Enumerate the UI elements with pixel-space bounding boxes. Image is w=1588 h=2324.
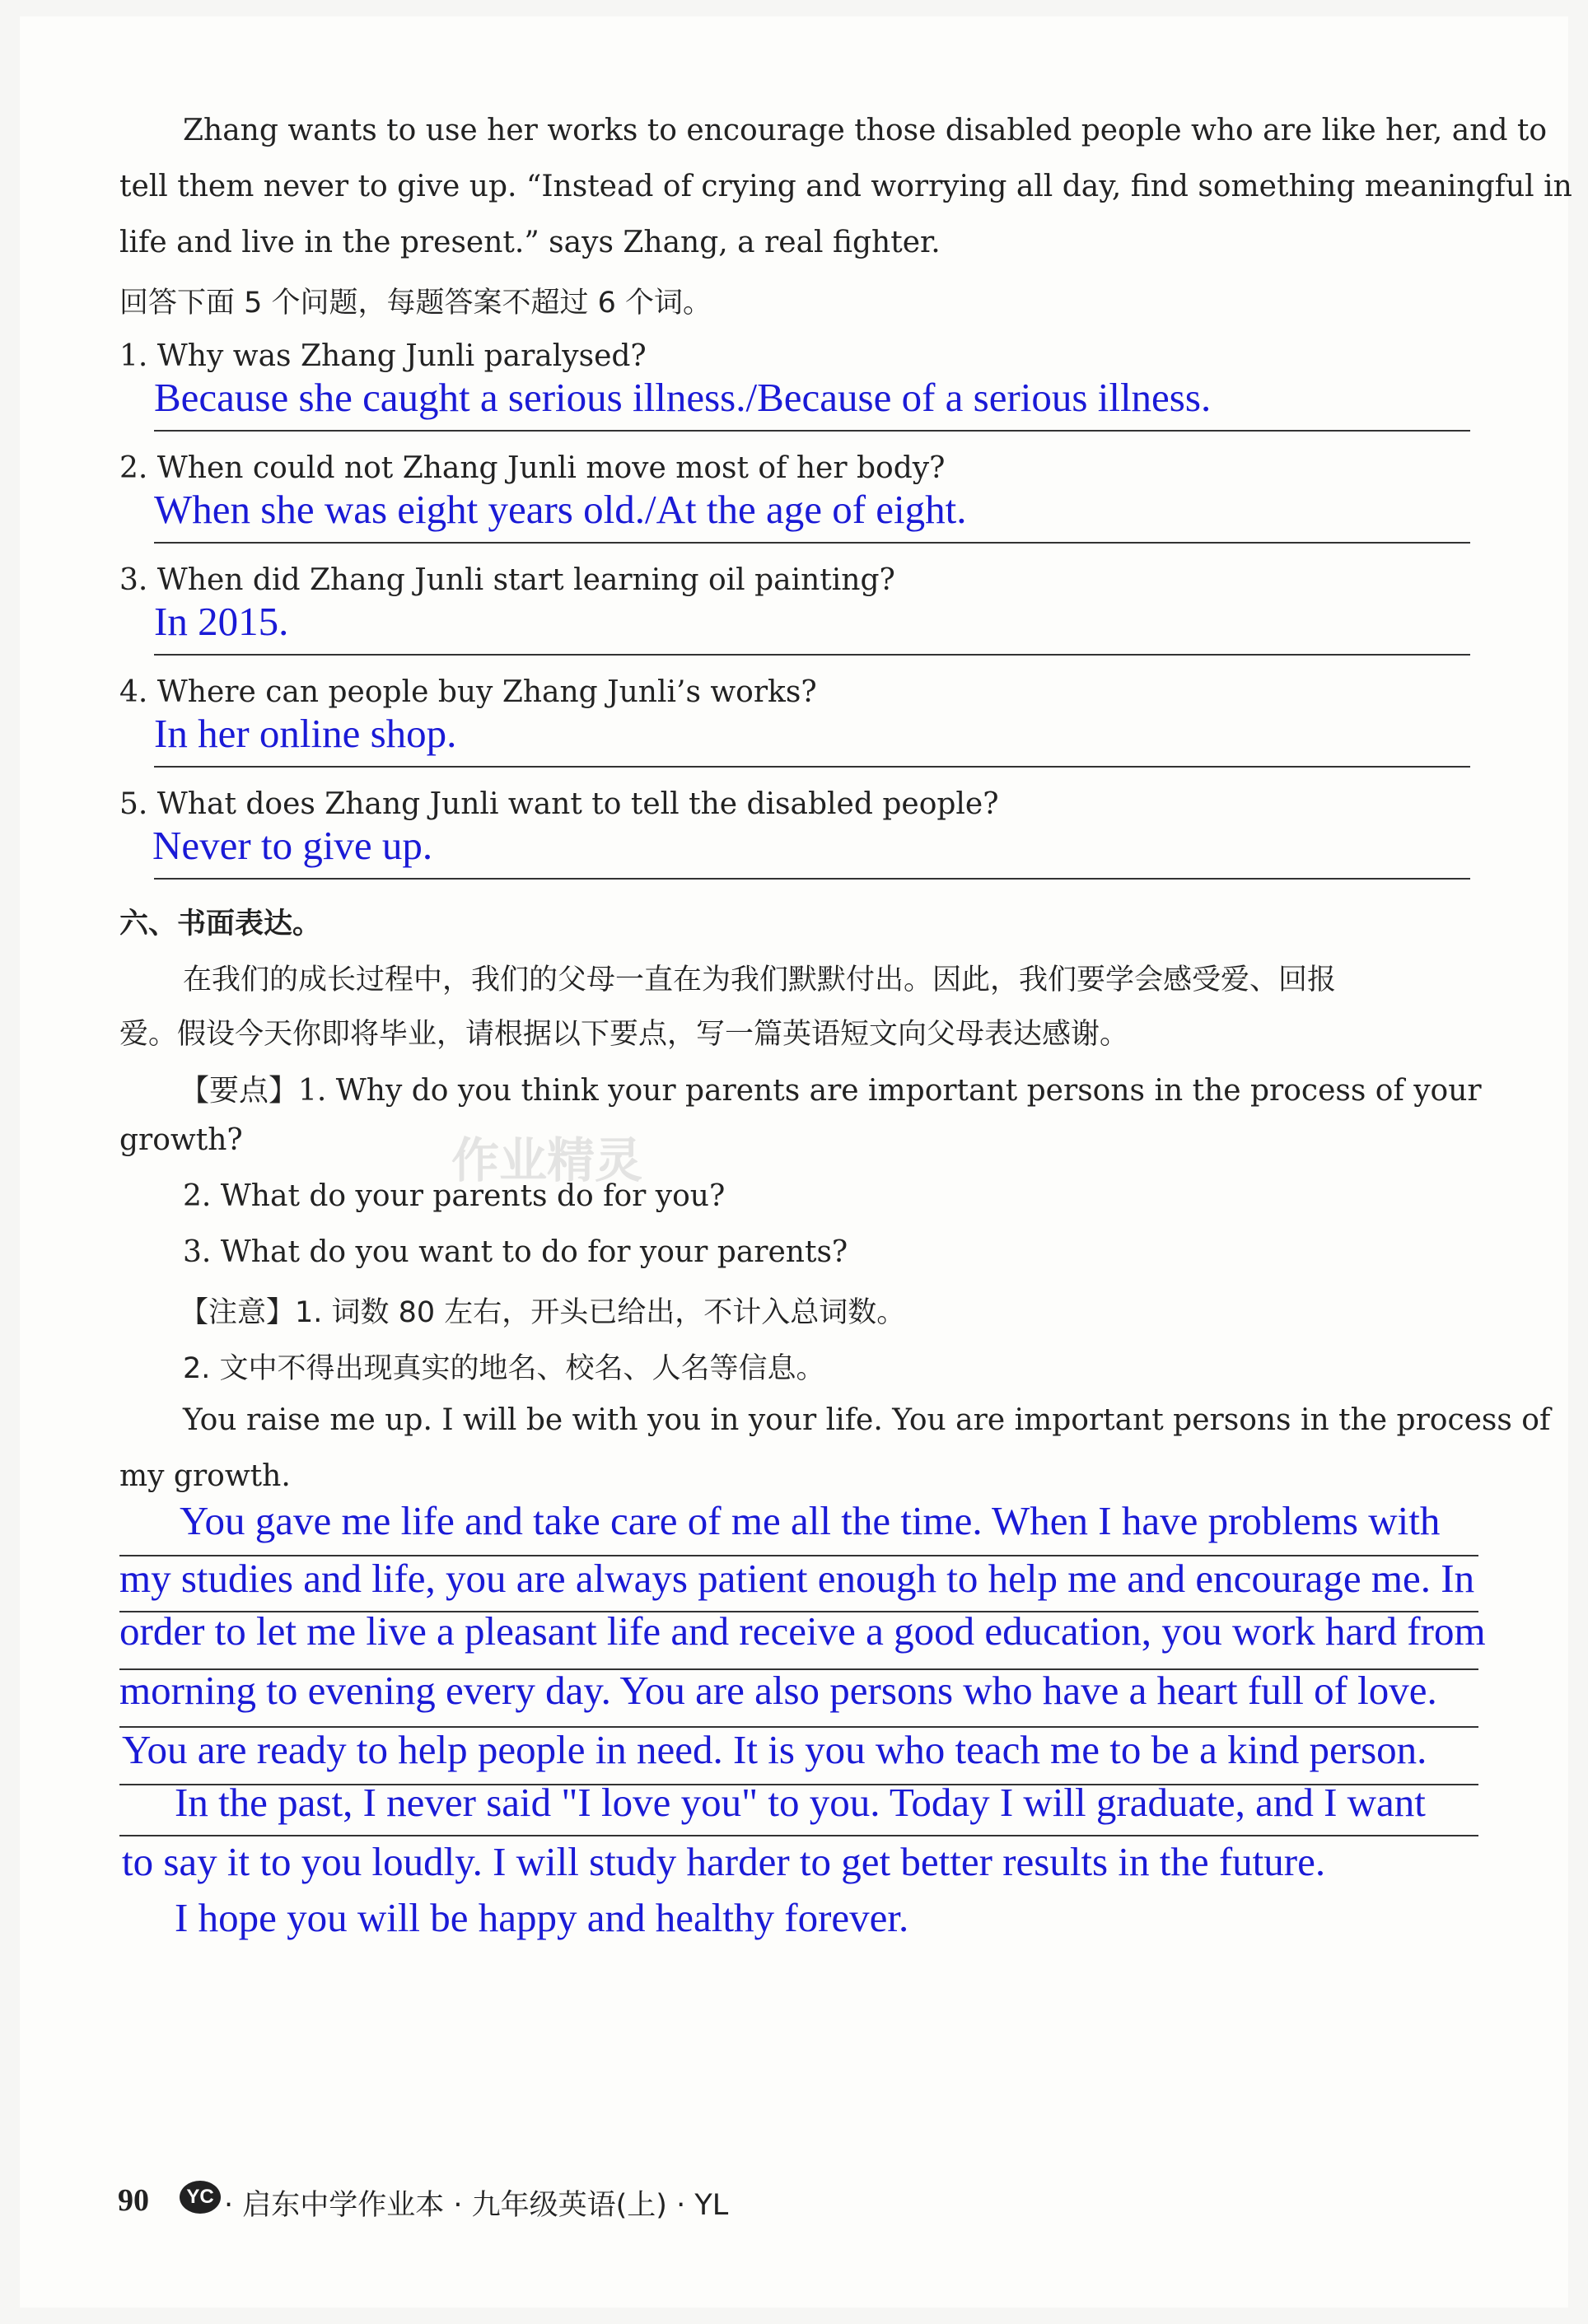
essay-line: In the past, I never said "I love you" to you. Today I will graduate, and I want	[175, 1780, 1426, 1825]
key-point: 2. What do your parents do for you?	[183, 1179, 726, 1213]
publisher-logo-icon: YC	[180, 2181, 221, 2214]
answer-line	[154, 542, 1470, 544]
key-point: 3. What do you want to do for your parents?	[183, 1235, 848, 1269]
passage-line: Zhang wants to use her works to encourage those disabled people who are like her, and to	[183, 114, 1548, 147]
section-intro: 爱。假设今天你即将毕业，请根据以下要点，写一篇英语短文向父母表达感谢。	[119, 1018, 1129, 1051]
question-text: 5. What does Zhang Junli want to tell the disabled people?	[119, 787, 999, 821]
book-title: · 启东中学作业本 · 九年级英语(上) · YL	[224, 2189, 729, 2222]
page-number: 90	[118, 2183, 149, 2218]
notes: 【注意】1. 词数 80 左右，开头已给出，不计入总词数。	[180, 1296, 906, 1329]
watermark-logo: 作业精灵	[451, 1132, 643, 1188]
essay-line: my studies and life, you are always patient enough to help me and encourage me. In	[119, 1556, 1475, 1601]
question-text: 2. When could not Zhang Junli move most of her body?	[119, 451, 946, 485]
passage-line: life and live in the present.” says Zhang, a real fighter.	[119, 226, 941, 259]
question-instruction: 回答下面 5 个问题，每题答案不超过 6 个词。	[119, 287, 712, 320]
notes: 2. 文中不得出现真实的地名、校名、人名等信息。	[183, 1352, 825, 1385]
answer-text: In her online shop.	[154, 711, 457, 756]
essay-rule	[119, 1835, 1478, 1836]
section-intro: 在我们的成长过程中，我们的父母一直在为我们默默付出。因此，我们要学会感受爱、回报	[183, 964, 1337, 996]
essay-line: morning to evening every day. You are also persons who have a heart full of love.	[119, 1668, 1437, 1713]
essay-line: You are ready to help people in need. It is you who teach me to be a kind person.	[122, 1727, 1427, 1772]
question-text: 1. Why was Zhang Junli paralysed?	[119, 339, 647, 373]
passage-line: tell them never to give up. “Instead of crying and worrying all day, find something meaningful in	[119, 170, 1572, 203]
essay-opening: my growth.	[119, 1459, 291, 1493]
answer-line	[154, 430, 1470, 432]
answer-text: Never to give up.	[152, 823, 433, 868]
answer-line	[154, 878, 1470, 880]
answer-text: Because she caught a serious illness./Because of a serious illness.	[154, 375, 1212, 420]
answer-line	[154, 654, 1470, 656]
question-text: 4. Where can people buy Zhang Junli’s works?	[119, 675, 817, 709]
answer-text: In 2015.	[154, 599, 289, 644]
answer-text: When she was eight years old./At the age of eight.	[154, 487, 967, 532]
section-heading: 六、书面表达。	[119, 908, 322, 940]
key-points: 【要点】1. Why do you think your parents are important persons in the process of your	[180, 1074, 1482, 1108]
essay-line: order to let me live a pleasant life and receive a good education, you work hard from	[119, 1608, 1486, 1654]
answer-line	[154, 766, 1470, 768]
key-points: growth?	[119, 1123, 243, 1157]
question-text: 3. When did Zhang Junli start learning oil painting?	[119, 563, 895, 597]
essay-opening: You raise me up. I will be with you in your life. You are important persons in the process of	[183, 1403, 1551, 1437]
essay-line: You gave me life and take care of me all the time. When I have problems with	[180, 1498, 1441, 1543]
essay-line: I hope you will be happy and healthy forever.	[175, 1895, 909, 1940]
essay-line: to say it to you loudly. I will study harder to get better results in the future.	[122, 1839, 1326, 1884]
